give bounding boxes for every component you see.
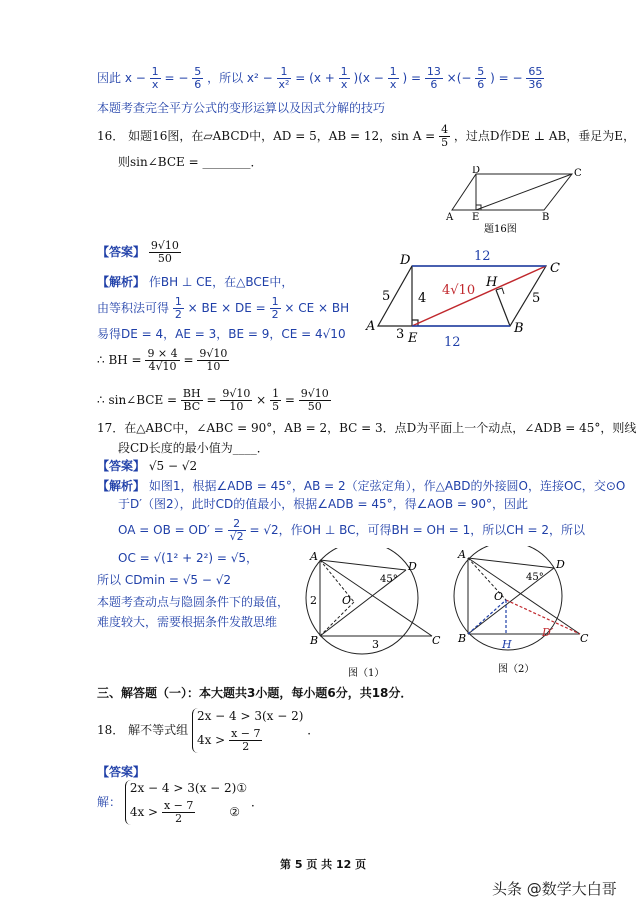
q17-analysis-4: OC = √(1² + 2²) = √5， <box>118 551 259 565</box>
label-a: A <box>366 319 376 334</box>
label-c: C <box>580 632 589 645</box>
q17-number: 17． <box>97 421 125 435</box>
inequality-system: 2x − 4 > 3(x − 2)① 4x > $\frac{x - 7}{2}$ ② <box>125 780 247 825</box>
fraction: $\frac{1}{5}$ <box>272 387 280 413</box>
q17-summary-2: 难度较大，需要根据条件发散思维 <box>97 615 278 629</box>
fraction: $\frac{65}{36}$ <box>528 65 543 91</box>
label-c: C <box>574 168 582 179</box>
label-right-5: 5 <box>532 291 541 306</box>
label-ce: 4√10 <box>442 283 476 298</box>
q17-analysis-1: 【解析】 如图1，根据∠ADB = 45°，AB = 2（定弦定角），作△ABD的外接圆O，连接OC，交⊙O <box>97 479 626 493</box>
label-d: D <box>556 558 565 571</box>
label-a: A <box>458 548 466 561</box>
label-ae-3: 3 <box>396 327 405 342</box>
label-o: O <box>494 590 504 603</box>
label-d: D <box>472 166 481 176</box>
q17-analysis-5: 所以 CDmin = √5 − √2 <box>97 573 231 587</box>
fraction: $\frac{1}{x}$ <box>389 65 397 91</box>
label-b: B <box>458 632 467 645</box>
answer-tag: 【答案】 <box>97 245 146 259</box>
page-footer: 第 5 页 共 12 页 <box>280 858 367 871</box>
label-o: O <box>342 594 352 607</box>
watermark: 头条 @数学大白哥 <box>492 880 617 898</box>
fraction: $\frac{1}{2}$ <box>271 295 279 321</box>
top-prefix: 因此 <box>97 71 122 85</box>
label-b: B <box>514 321 524 336</box>
label-45: 45° <box>380 574 398 585</box>
label-b: B <box>310 634 319 647</box>
label-c: C <box>432 634 441 647</box>
parallelogram-shape <box>452 174 572 210</box>
inequality-system: 2x − 4 > 3(x − 2) 4x > $\frac{x - 7}{2}$ <box>192 708 304 753</box>
label-e: E <box>472 212 480 223</box>
fraction: $\frac{13}{6}$ <box>426 65 441 91</box>
q17-answer <box>97 458 197 474</box>
segment-bh <box>496 290 510 326</box>
q17-figure-1 <box>300 548 445 680</box>
q16-analysis-3: 易得DE = 4，AE = 3，BE = 9，CE = 4√10 <box>97 327 346 341</box>
fraction: $\frac{x - 7}{2}$ <box>163 799 194 825</box>
label-a: A <box>446 212 454 223</box>
label-bc-3: 3 <box>372 638 379 651</box>
q18-answer-tag: 【答案】 <box>97 765 146 779</box>
segment-ob <box>320 602 354 636</box>
q17-figure-2 <box>450 546 595 680</box>
label-a: A <box>310 550 318 563</box>
fraction: $\frac{9√10}{10}$ <box>222 387 251 413</box>
answer-value: √5 − √2 <box>148 459 198 473</box>
q16-answer <box>97 240 181 265</box>
fraction: $\frac{BH}{BC}$ <box>182 387 201 413</box>
fraction: $\frac{5}{6}$ <box>194 65 202 91</box>
top-summary: 本题考查完全平方公式的变形运算以及因式分解的技巧 <box>97 101 386 115</box>
label-left-5: 5 <box>382 289 391 304</box>
q17-summary-1: 本题考查动点与隐圆条件下的最值， <box>97 595 290 609</box>
circle-o <box>306 548 418 654</box>
q16-analysis-5: ∴ sin∠BCE = $\frac{BH}{BC}$ = $\frac{9√10}{10}$ × $\frac{1}{5}$ = $\frac{9√10}{50}$ <box>97 387 329 413</box>
fraction: $\frac{1}{x}$ <box>340 65 348 91</box>
q17-analysis-3: OA = OB = OD′ = $\frac{2}{√2}$ = √2，作OH ⊥ BC，可得BH = OH = 1，所以CH = 2，所以 <box>118 517 586 543</box>
top-line-1: 因此 x − $\frac{1}{x}$ = − $\frac{5}{6}$ ，所以 x² − $\frac{1}{\text{x²}}$ = (x + $\frac{1}{x}$ )(x − $\frac{1}{x}$ ) = $\frac{13}{6}$ ×(− $\frac{5}{6}$ ) = − $\frac{65}{36}$ <box>97 65 543 91</box>
label-d: D <box>400 253 411 268</box>
label-d: D <box>408 560 417 573</box>
label-e: E <box>408 331 418 346</box>
label-bottom-12: 12 <box>444 335 461 350</box>
fraction: $\frac{9√10}{10}$ <box>199 347 228 373</box>
label-h: H <box>502 638 512 651</box>
q17-line-1: 17．在△ABC中，∠ABC = 90°，AB = 2，BC = 3．点D为平面上一个动点，∠ADB = 45°，则线 <box>97 421 637 435</box>
fraction: $\frac{x - 7}{2}$ <box>231 727 261 753</box>
q16-analysis-2: 由等积法可得 $\frac{1}{2}$ × BE × DE = $\frac{1}{2}$ × CE × BH <box>97 295 350 321</box>
fraction: $\frac{9 \times 4}{4√10}$ <box>147 347 178 373</box>
fraction: $\frac{4}{5}$ <box>441 123 449 149</box>
q17-line-2: 段CD长度的最小值为____． <box>118 441 269 455</box>
q16-line-1: 16． 如题16图，在▱ABCD中，AD = 5，AB = 12，sin A = $\frac{4}{5}$ ，过点D作DE ⊥ AB，垂足为E， <box>97 123 636 149</box>
q16-small-figure <box>440 166 590 236</box>
q18-number: 18． <box>97 723 125 737</box>
label-top-12: 12 <box>474 249 491 264</box>
q16-analysis-4: ∴ BH = $\frac{9 \times 4}{4√10}$ = $\frac{9√10}{10}$ <box>97 347 228 373</box>
label-ab-2: 2 <box>310 594 317 607</box>
fraction: $\frac{1}{x}$ <box>151 65 159 91</box>
fraction: $\frac{5}{6}$ <box>477 65 485 91</box>
fraction: $\frac{9√10}{50}$ <box>150 239 179 265</box>
fraction: $\frac{1}{2}$ <box>174 295 182 321</box>
fraction: $\frac{2}{√2}$ <box>229 517 244 543</box>
label-h: H <box>486 275 498 290</box>
analysis-tag: 【解析】 <box>97 275 146 289</box>
label-de-4: 4 <box>418 291 427 306</box>
figure-caption: 题16图 <box>484 224 517 235</box>
q17-analysis-2: 于D′（图2），此时CD的值最小，根据∠ADB = 45°，得∠AOB = 90°，因此 <box>118 497 528 511</box>
q16-line-2: 则sin∠BCE = ________． <box>118 155 263 169</box>
q18-problem: 18． 解不等式组 2x − 4 > 3(x − 2) 4x > $\frac{x - 7}{2}$ ． <box>97 709 320 753</box>
label-45: 45° <box>526 572 544 583</box>
parallelogram <box>452 174 572 210</box>
analysis-tag: 【解析】 <box>97 479 146 493</box>
q16-solution-figure <box>360 244 585 352</box>
q18-solution: 解： 2x − 4 > 3(x − 2)① 4x > $\frac{x - 7}{2}$ ② ． <box>97 781 263 825</box>
q16-analysis-1: 【解析】 作BH ⊥ CE，在△BCE中， <box>97 275 294 289</box>
label-c: C <box>550 261 560 276</box>
answer-tag: 【答案】 <box>97 459 146 473</box>
q16-number: 16． <box>97 129 125 143</box>
label-d-prime: D′ <box>542 626 554 639</box>
figure-caption: 图（1） <box>348 668 385 679</box>
segment-ob <box>468 600 506 634</box>
label-b: B <box>542 212 550 223</box>
fraction: $\frac{1}{\text{x²}}$ <box>278 65 290 91</box>
figure-caption: 图（2） <box>498 664 535 675</box>
fraction: $\frac{9√10}{50}$ <box>300 387 329 413</box>
segment-ce <box>412 266 546 326</box>
section-heading: 三、解答题（一）：本大题共3小题，每小题6分，共18分． <box>97 686 413 700</box>
